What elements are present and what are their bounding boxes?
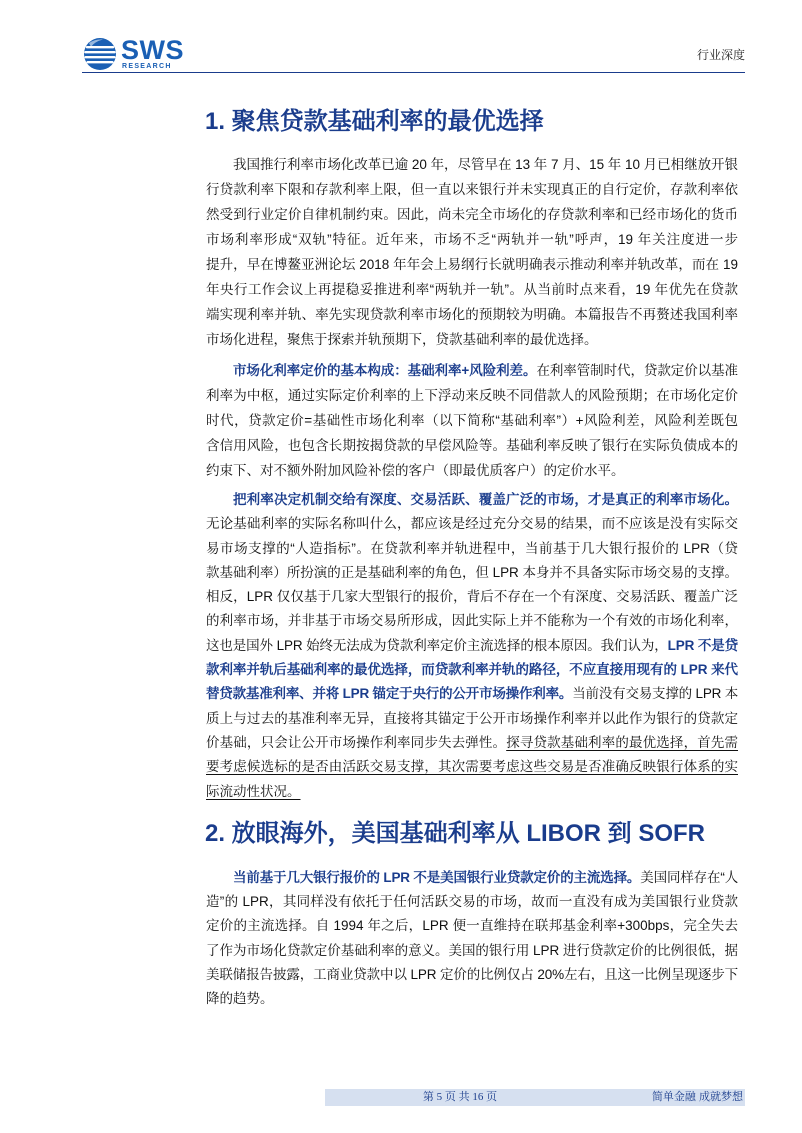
body-text: 质上与过去的基准利率无异，直接将其锚定于公开市场操作利率并以此作为银行的贷款定 xyxy=(206,710,738,726)
text-line xyxy=(206,512,738,536)
body-text: 了作为市场化贷款定价基础利率的意义。美国的银行用 LPR 进行贷款定价的比例很低，据 xyxy=(206,942,738,958)
text-line xyxy=(206,177,738,202)
body-text: 在利率管制时代，贷款定价以基准 xyxy=(536,363,738,378)
body-text: 降的趋势。 xyxy=(206,991,274,1007)
paragraph-rate-reform-background xyxy=(206,152,738,352)
body-text: 含信用风险，也包含长期按揭贷款的早偿风险等。基础利率反映了银行在实际负债成本的 xyxy=(206,438,738,453)
sws-logo-icon xyxy=(83,37,117,71)
underlined-text: 际流动性状况。 xyxy=(206,783,301,799)
section-heading-2: 2. 放眼海外，美国基础利率从 LIBOR 到 SOFR xyxy=(205,820,706,847)
text-line xyxy=(206,561,738,585)
emphasis-text: 当前基于几大银行报价的 LPR 不是美国银行业贷款定价的主流选择。 xyxy=(233,870,641,885)
emphasis-text: 市场化利率定价的基本构成：基础利率+风险利差。 xyxy=(233,363,537,378)
text-line xyxy=(206,658,738,682)
text-line xyxy=(206,277,738,302)
body-text: 的利率市场，并非基于市场交易所形成，因此实际上并不能称为一个有效的市场化利率， xyxy=(206,613,738,629)
body-text: 端实现利率并轨、率先实现贷款利率市场化的预期较为明确。本篇报告不再赘述我国利率 xyxy=(206,307,738,322)
text-line xyxy=(206,488,738,512)
body-text: 这也是国外 LPR 始终无法成为贷款利率定价主流选择的根本原因。我们认为， xyxy=(206,637,668,653)
text-line xyxy=(206,433,738,458)
body-text: 款基础利率）所扮演的正是基础利率的角色，但 LPR 本身并不具备实际市场交易的支撑。 xyxy=(206,564,738,580)
body-text: 行贷款利率下限和存款利率上限，但一直以来银行并未实现真正的自行定价，存款利率依 xyxy=(206,182,738,197)
text-line xyxy=(206,408,738,433)
text-line xyxy=(206,963,738,987)
body-text: 当前没有交易支撑的 LPR 本 xyxy=(572,686,738,702)
paragraph-market-mechanism xyxy=(206,488,738,804)
text-line xyxy=(206,914,738,938)
text-line xyxy=(206,458,738,483)
paragraph-us-lpr xyxy=(206,866,738,1011)
body-text: 市场利率形成“双轨”特征。近年来，市场不乏“两轨并一轨”呼声，19 年关注度进一步 xyxy=(206,232,738,247)
body-text: 利率为中枢，通过实际定价利率的上下浮动来反映不同借款人的风险预期；在市场化定价 xyxy=(206,388,738,403)
text-line xyxy=(206,634,738,658)
body-text: 约束下、对不额外附加风险补偿的客户（即最优质客户）的定价水平。 xyxy=(206,463,625,478)
text-line xyxy=(206,585,738,609)
text-line xyxy=(206,780,738,804)
text-line xyxy=(206,202,738,227)
body-text: 相反，LPR 仅仅基于几家大型银行的报价，背后不存在一个有深度、交易活跃、覆盖广泛 xyxy=(206,589,738,605)
body-text: 易市场支撑的“人造指标”。在贷款利率并轨进程中，当前基于几大银行报价的 LPR（贷 xyxy=(206,540,738,556)
body-text: 提升，早在博鳌亚洲论坛 2018 年年会上易纲行长就明确表示推动利率并轨改革，而在 19 xyxy=(206,257,738,272)
logo-tagline: RESEARCH xyxy=(122,63,172,70)
logo-wordmark: SWS xyxy=(121,35,185,65)
emphasis-text: LPR 不是贷 xyxy=(667,637,739,653)
header-divider xyxy=(82,72,745,73)
text-line xyxy=(206,707,738,731)
text-line xyxy=(206,939,738,963)
emphasis-text: 替贷款基准利率、并将 LPR 锚定于央行的公开市场操作利率。 xyxy=(206,686,573,702)
text-line xyxy=(206,609,738,633)
body-text: 无论基础利率的实际名称叫什么，都应该是经过充分交易的结果，而不应该是没有实际交 xyxy=(206,516,738,532)
text-line xyxy=(206,358,738,383)
body-text: 美国同样存在“人 xyxy=(640,870,738,885)
text-line xyxy=(206,537,738,561)
footer-slogan: 简单金融 成就梦想 xyxy=(651,1091,743,1103)
underlined-text: 要考虑候选标的是否由活跃交易支撑，其次需要考虑这些交易是否准确反映银行体系的实 xyxy=(206,759,738,775)
text-line xyxy=(206,866,738,890)
body-text: 定价的主流选择。自 1994 年之后，LPR 便一直维持在联邦基金利率+300bps，完全失去 xyxy=(206,918,738,934)
text-line xyxy=(206,383,738,408)
text-line xyxy=(206,731,738,755)
body-text: 价基础，只会让公开市场操作利率同步失去弹性。 xyxy=(206,734,507,750)
underlined-text: 探寻贷款基础利率的最优选择，首先需 xyxy=(506,734,739,750)
body-text: 然受到行业定价自律机制约束。因此，尚未完全市场化的存贷款利率和已经市场化的货币 xyxy=(206,207,738,222)
body-text: 我国推行利率市场化改革已逾 20 年，尽管早在 13 年 7 月、15 年 10 月已相继放开银 xyxy=(233,157,738,172)
text-line xyxy=(206,152,738,177)
emphasis-text: 款利率并轨后基础利率的最优选择，而贷款利率并轨的路径，不应直接用现有的 LPR 来代 xyxy=(206,662,738,678)
body-text: 造”的 LPR，其同样没有依托于任何活跃交易的市场，故而一直没有成为美国银行业贷款 xyxy=(206,894,738,910)
emphasis-text: 把利率决定机制交给有深度、交易活跃、覆盖广泛的市场，才是真正的利率市场化。 xyxy=(233,492,738,507)
body-text: 市场化进程，聚焦于探索并轨预期下，贷款基础利率的最优选择。 xyxy=(206,332,598,347)
section-heading-1: 1. 聚焦贷款基础利率的最优选择 xyxy=(205,108,544,135)
text-line xyxy=(206,227,738,252)
paragraph-pricing-structure xyxy=(206,358,738,483)
text-line xyxy=(206,755,738,779)
text-line xyxy=(206,987,738,1011)
text-line xyxy=(206,327,738,352)
body-text: 美联储报告披露，工商业贷款中以 LPR 定价的比例仅占 20%左右，且这一比例呈现逐步下 xyxy=(206,966,738,982)
text-line xyxy=(206,302,738,327)
body-text: 年央行工作会议上再提稳妥推进利率“两轨并一轨”。从当前时点来看，19 年优先在贷款 xyxy=(206,282,738,297)
text-line xyxy=(206,890,738,914)
body-text: 时代，贷款定价=基础性市场化利率（以下简称“基础利率”）+风险利差，风险利差既包 xyxy=(206,413,738,428)
report-category: 行业深度 xyxy=(696,48,745,62)
text-line xyxy=(206,682,738,706)
page-number: 第 5 页 共 16 页 xyxy=(422,1091,498,1103)
text-line xyxy=(206,252,738,277)
